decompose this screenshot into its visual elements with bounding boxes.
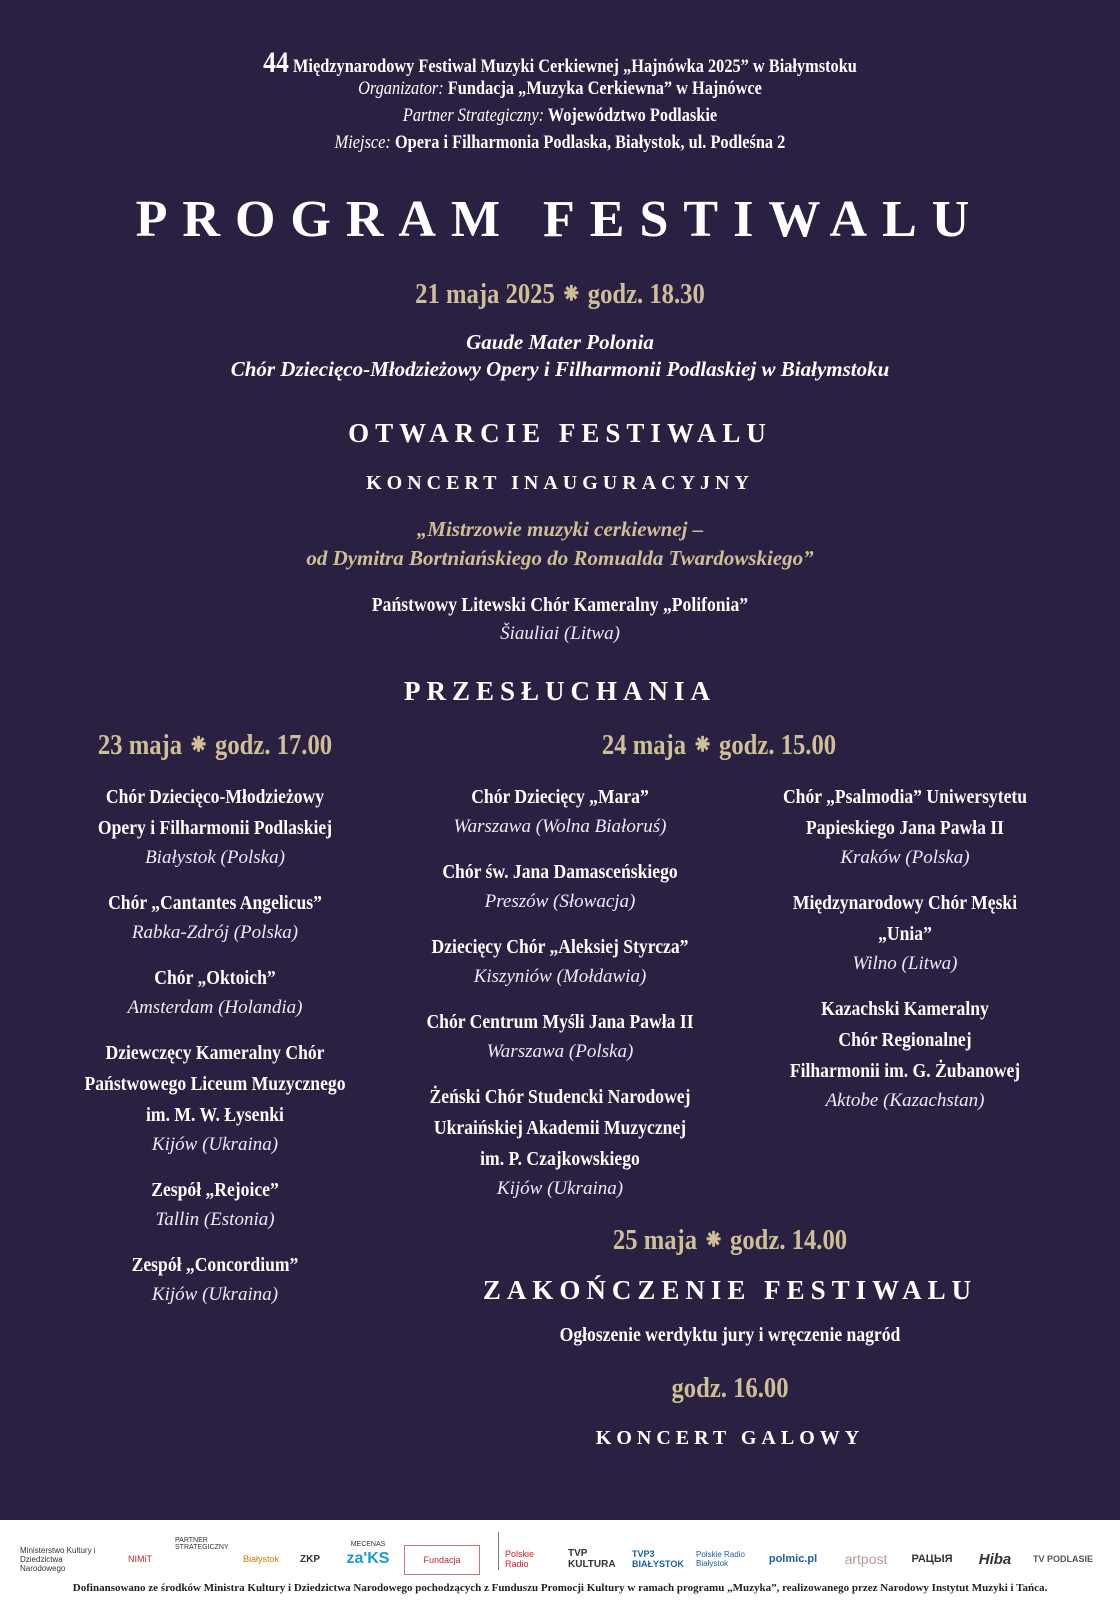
racyja-logo: РАЦЫЯ xyxy=(911,1553,953,1565)
nimit-logo: NIMiT xyxy=(128,1554,152,1564)
inaugural-concert-heading: KONCERT INAUGURACYJNY xyxy=(366,472,754,494)
hiba-logo: Hiba xyxy=(978,1550,1012,1568)
choir-name: Państwowego Liceum Muzycznego xyxy=(84,1073,346,1095)
choir-name: Papieskiego Jana Pawła II xyxy=(805,817,1005,839)
choir-name: im. M. W. Łysenki xyxy=(146,1104,284,1126)
choir-place: Warszawa (Polska) xyxy=(486,1041,634,1062)
radio-bialystok-logo: Polskie Radio Białystok xyxy=(696,1550,745,1568)
list-item xyxy=(40,963,390,1022)
festival-name: Międzynarodowy Festiwal Muzyki Cerkiewnej „Hajnówka 2025” w Białymstoku xyxy=(292,56,857,77)
day24-date: 24 maja ⁕ godz. 15.00 xyxy=(601,730,837,761)
day1-date: 21 maja 2025 ⁕ godz. 18.30 xyxy=(415,279,705,310)
sponsor-footer xyxy=(0,1520,1120,1600)
closing-date: 25 maja ⁕ godz. 14.00 xyxy=(612,1225,848,1256)
gala-time: godz. 16.00 xyxy=(671,1373,789,1404)
list-item xyxy=(730,994,1080,1115)
fundacja-logo: Fundacja xyxy=(404,1545,480,1575)
list-item xyxy=(385,857,735,916)
list-item xyxy=(40,1038,390,1159)
choir-name: Dziecięcy Chór „Aleksiej Styrcza” xyxy=(431,936,689,958)
choir-name: Chór „Oktoich” xyxy=(154,967,276,989)
zaiks-logo: za'KS xyxy=(346,1550,390,1567)
list-item xyxy=(385,1007,735,1066)
list-item xyxy=(40,1175,390,1234)
choir-name: Opery i Filharmonii Podlaskiej xyxy=(97,817,333,839)
organizer-label: Organizator: xyxy=(358,78,444,99)
list-item xyxy=(385,932,735,991)
auditions-heading: PRZESŁUCHANIA xyxy=(403,676,717,706)
program-title: PROGRAM FESTIWALU xyxy=(135,191,985,248)
partner-line xyxy=(78,105,1041,127)
choir-place: Preszów (Słowacja) xyxy=(484,891,636,912)
list-item xyxy=(730,888,1080,978)
list-item xyxy=(385,782,735,841)
choir-name: Chór Centrum Myśli Jana Pawła II xyxy=(426,1011,694,1033)
tvp-kultura-logo: TVP KULTURA xyxy=(568,1548,616,1570)
choir-name: Kazachski Kameralny xyxy=(821,998,989,1020)
list-item xyxy=(730,782,1080,872)
venue-line xyxy=(78,132,1041,154)
choir-place: Rabka-Zdrój (Polska) xyxy=(131,922,299,943)
choir-place: Białystok (Polska) xyxy=(145,847,285,868)
partner-label: Partner Strategiczny: xyxy=(402,105,545,126)
mecenas-label: MECENAS xyxy=(350,1540,386,1548)
festival-name-line xyxy=(78,46,1041,80)
ministry-logo: Ministerstwo Kultury i Dziedzictwa Narodowego xyxy=(20,1545,96,1573)
choir-place: Amsterdam (Holandia) xyxy=(127,997,303,1018)
organizer: Fundacja „Muzyka Cerkiewna” w Hajnówce xyxy=(447,78,762,99)
choir-name: Ukraińskiej Akademii Muzycznej xyxy=(433,1117,687,1139)
artpost-logo: artpost xyxy=(844,1551,888,1567)
choir-name: Chór Dziecięco-Młodzieżowy xyxy=(105,786,325,808)
partner-logo-label: PARTNER STRATEGICZNY xyxy=(175,1537,229,1551)
bialystok-logo: Białystok xyxy=(242,1554,279,1564)
choir-name: im. P. Czajkowskiego xyxy=(480,1148,640,1170)
choir-name: Chór Dziecięcy „Mara” xyxy=(471,786,649,808)
choir-name: Międzynarodowy Chór Męski xyxy=(792,892,1018,914)
festival-number: 44 xyxy=(263,46,289,79)
choir-name: Chór Regionalnej xyxy=(838,1029,972,1051)
list-item xyxy=(40,1250,390,1309)
day24-column-b xyxy=(730,782,1080,1131)
sponsor-logos xyxy=(20,1530,1100,1580)
choir-place: Kiszyniów (Mołdawia) xyxy=(473,966,647,987)
choir-place: Kijów (Ukraina) xyxy=(151,1134,279,1155)
gala-concert-heading: KONCERT GALOWY xyxy=(595,1427,865,1449)
concert-title-line-1: „Mistrzowie muzyki cerkiewnej – xyxy=(416,517,704,541)
choir-name: „Unia” xyxy=(878,923,932,945)
choir-name: Dziewczęcy Kameralny Chór xyxy=(105,1042,325,1064)
zkp-logo: ZKP xyxy=(300,1553,320,1565)
partner: Województwo Podlaskie xyxy=(547,105,718,126)
choir-name: Filharmonii im. G. Żubanowej xyxy=(789,1060,1021,1082)
day23-column xyxy=(40,782,390,1325)
choir-name: Chór św. Jana Damasceńskiego xyxy=(442,861,678,883)
choir-place: Kraków (Polska) xyxy=(840,847,970,868)
organizer-line xyxy=(78,78,1041,100)
choir-place: Kijów (Ukraina) xyxy=(151,1284,279,1305)
day23-date: 23 maja ⁕ godz. 17.00 xyxy=(97,730,333,761)
pre-concert-choir: Chór Dziecięco-Młodzieżowy Opery i Filharmonii Podlaskiej w Białymstoku xyxy=(230,357,890,381)
choir-name: Zespół „Concordium” xyxy=(131,1254,299,1276)
choir-place: Aktobe (Kazachstan) xyxy=(825,1090,985,1111)
verdict-line: Ogłoszenie werdyktu jury i wręczenie nagród xyxy=(559,1324,901,1346)
pre-concert-title: Gaude Mater Polonia xyxy=(466,330,654,354)
tv-podlasie-logo: TV PODLASIE xyxy=(1032,1554,1093,1564)
venue-label: Miejsce: xyxy=(334,132,391,153)
list-item xyxy=(385,1082,735,1203)
funding-statement: Dofinansowano ze środków Ministra Kultury i Dziedzictwa Narodowego pochodzących z Funduszu Promocji Kultury w ramach programu „Muzyka”, realizowanego przez Narodowy Instytut Muzyki i Tańca. xyxy=(72,1582,1048,1594)
choir-name: Zespół „Rejoice” xyxy=(151,1179,279,1201)
choir-place: Kijów (Ukraina) xyxy=(496,1178,624,1199)
closing-heading: ZAKOŃCZENIE FESTIWALU xyxy=(482,1275,978,1305)
inaugural-choir: Państwowy Litewski Chór Kameralny „Polifonia” xyxy=(371,594,749,616)
venue: Opera i Filharmonia Podlaska, Białystok, ul. Podleśna 2 xyxy=(394,132,786,153)
choir-name: Chór „Psalmodia” Uniwersytetu xyxy=(782,786,1028,808)
choir-place: Warszawa (Wolna Białoruś) xyxy=(453,816,667,837)
list-item xyxy=(40,888,390,947)
choir-name: Chór „Cantantes Angelicus” xyxy=(108,892,322,914)
concert-title-line-2: od Dymitra Bortniańskiego do Romualda Twardowskiego” xyxy=(306,546,814,570)
list-item xyxy=(40,782,390,872)
choir-name: Żeński Chór Studencki Narodowej xyxy=(429,1086,691,1108)
tvp3-logo: TVP3 BIAŁYSTOK xyxy=(632,1549,684,1569)
choir-place: Wilno (Litwa) xyxy=(852,953,958,974)
choir-place: Tallin (Estonia) xyxy=(155,1209,275,1230)
day24-column-a xyxy=(385,782,735,1219)
polmic-logo: polmic.pl xyxy=(768,1553,818,1565)
inaugural-choir-place: Šiauliai (Litwa) xyxy=(500,623,620,644)
polskie-radio-logo: Polskie Radio xyxy=(505,1549,535,1569)
opening-heading: OTWARCIE FESTIWALU xyxy=(348,418,772,448)
